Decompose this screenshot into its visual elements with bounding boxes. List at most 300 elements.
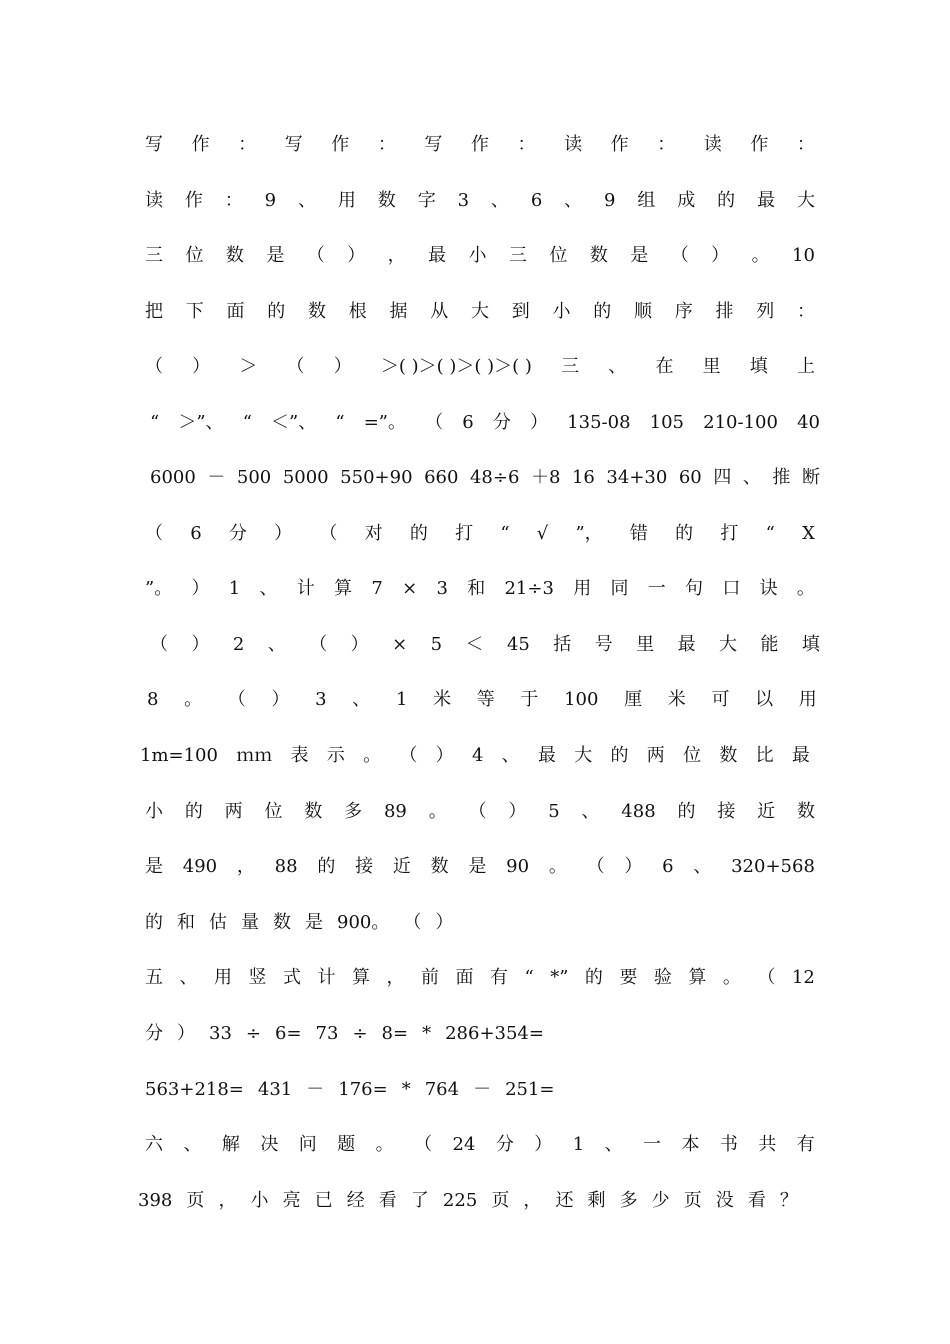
- text-token: 填: [801, 634, 820, 655]
- text-token: 764: [424, 1079, 460, 1100]
- text-token: （: [319, 523, 338, 544]
- text-token: ）: [274, 523, 293, 544]
- text-token: 三: [145, 245, 163, 266]
- text-token: 里: [636, 634, 655, 655]
- text-token: 。: [363, 745, 382, 766]
- text-token: 最: [428, 245, 447, 266]
- text-token: 、: [490, 190, 509, 211]
- text-token: 225: [442, 1190, 478, 1211]
- text-token: 、: [183, 1134, 202, 1155]
- text-token: 的: [717, 190, 736, 211]
- text-token: ）: [435, 912, 454, 933]
- text-token: 。: [751, 245, 770, 266]
- text-line: [145, 572, 815, 606]
- text-token: 是: [266, 245, 285, 266]
- text-token: 数: [796, 801, 815, 822]
- text-token: 、: [298, 190, 317, 211]
- text-token: 100: [564, 689, 599, 710]
- text-token: ，: [218, 1190, 237, 1211]
- text-token: ）: [191, 634, 210, 655]
- text-token: 的: [145, 912, 163, 933]
- text-token: 、: [352, 689, 371, 710]
- text-token: 面: [455, 967, 474, 988]
- text-token: ”，: [575, 523, 603, 544]
- text-token: 12: [791, 967, 815, 988]
- text-token: ）: [347, 245, 366, 266]
- text-token: 等: [476, 689, 495, 710]
- text-token: ：: [377, 134, 396, 155]
- text-token: （: [468, 801, 487, 822]
- text-token: 、: [564, 190, 583, 211]
- text-token: 的: [267, 301, 286, 322]
- text-token: *: [422, 1023, 432, 1044]
- text-token: 、: [604, 1134, 623, 1155]
- text-token: 厘: [624, 689, 643, 710]
- text-token: 最: [791, 745, 810, 766]
- text-token: 经: [346, 1190, 365, 1211]
- text-token: 打: [455, 523, 474, 544]
- text-token: （: [670, 245, 689, 266]
- text-token: 是: [305, 912, 323, 933]
- text-token: 40: [797, 412, 820, 433]
- text-token: 数: [308, 301, 326, 322]
- text-token: －: [306, 1079, 325, 1100]
- text-token: 的: [184, 801, 203, 822]
- text-token: 六: [145, 1134, 163, 1155]
- text-token: 以: [755, 689, 774, 710]
- text-token: ）: [624, 856, 643, 877]
- text-token: 里: [702, 356, 721, 377]
- text-token: 打: [720, 523, 739, 544]
- text-token: 三: [561, 356, 580, 377]
- text-token: 数: [719, 745, 738, 766]
- text-token: （: [309, 634, 328, 655]
- text-token: （: [286, 356, 305, 377]
- text-token: 页: [491, 1190, 510, 1211]
- text-token: “: [765, 523, 775, 544]
- text-token: 验: [653, 967, 672, 988]
- text-token: 决: [260, 1134, 279, 1155]
- text-token: 34+30: [606, 467, 668, 488]
- text-token: 小: [145, 801, 163, 822]
- text-token: ：: [796, 134, 815, 155]
- text-token: 要: [619, 967, 638, 988]
- text-token: 176=: [338, 1079, 388, 1100]
- text-token: 6000: [150, 467, 196, 488]
- text-token: ＞”、: [178, 412, 224, 433]
- text-token: （: [425, 412, 444, 433]
- text-token: ：: [238, 134, 257, 155]
- text-token: 字: [417, 190, 436, 211]
- text-token: ）: [435, 745, 454, 766]
- text-token: 大: [574, 745, 593, 766]
- text-token: 24: [452, 1134, 476, 1155]
- text-token: 表: [290, 745, 309, 766]
- text-token: ）: [508, 801, 527, 822]
- text-token: 示: [326, 745, 345, 766]
- text-token: 3: [436, 578, 448, 599]
- text-token: 105: [649, 412, 685, 433]
- text-token: 计: [317, 967, 336, 988]
- text-token: 亮: [282, 1190, 301, 1211]
- text-token: 500: [236, 467, 272, 488]
- text-token: 到: [511, 301, 530, 322]
- text-token: 大: [796, 190, 815, 211]
- text-token: 面: [226, 301, 245, 322]
- text-token: √: [536, 523, 549, 544]
- text-token: 210-100: [703, 412, 778, 433]
- text-token: 句: [685, 578, 704, 599]
- text-token: “: [242, 412, 252, 433]
- text-token: 、: [179, 967, 198, 988]
- text-token: 位: [549, 245, 568, 266]
- text-token: 算: [688, 967, 707, 988]
- text-token: “: [524, 967, 534, 988]
- text-token: 分: [495, 1134, 514, 1155]
- text-token: 诀: [759, 578, 778, 599]
- text-token: 读: [703, 134, 722, 155]
- text-line: [145, 961, 815, 995]
- text-token: 9: [604, 190, 616, 211]
- text-line: [145, 906, 454, 940]
- text-token: （: [586, 856, 605, 877]
- text-token: ＞: [239, 356, 258, 377]
- text-token: ：: [797, 301, 815, 322]
- text-token: （: [306, 245, 325, 266]
- text-token: 口: [722, 578, 741, 599]
- text-line: [138, 1184, 798, 1218]
- text-token: 三: [508, 245, 527, 266]
- text-token: 从: [430, 301, 449, 322]
- text-token: ，: [523, 1190, 542, 1211]
- text-token: 数: [304, 801, 323, 822]
- text-line: [147, 683, 817, 717]
- text-token: 米: [433, 689, 452, 710]
- text-token: 用: [214, 967, 232, 988]
- text-token: 位: [185, 245, 204, 266]
- text-token: 8: [147, 689, 159, 710]
- text-token: （: [403, 912, 422, 933]
- text-token: ＜”、: [271, 412, 317, 433]
- text-token: 序: [674, 301, 693, 322]
- text-token: 计: [296, 578, 315, 599]
- text-line: [145, 295, 815, 329]
- text-token: 6=: [275, 1023, 302, 1044]
- text-line: [145, 350, 815, 384]
- text-token: 本: [681, 1134, 700, 1155]
- text-token: 分: [145, 1023, 163, 1044]
- text-token: 16: [571, 467, 595, 488]
- text-token: 数: [589, 245, 608, 266]
- text-token: 数: [273, 912, 291, 933]
- text-token: ）: [350, 634, 369, 655]
- text-token: 、: [267, 634, 286, 655]
- text-token: 和: [467, 578, 486, 599]
- text-token: 9: [264, 190, 277, 211]
- text-token: 488: [621, 801, 656, 822]
- text-token: 作: [610, 134, 629, 155]
- text-token: 已: [314, 1190, 333, 1211]
- text-line: [140, 739, 810, 773]
- text-token: ）: [530, 412, 549, 433]
- text-token: 作: [331, 134, 350, 155]
- text-token: ÷: [245, 1023, 261, 1044]
- text-line: [145, 517, 815, 551]
- text-token: （: [145, 356, 163, 377]
- text-token: 45: [506, 634, 530, 655]
- text-token: “: [335, 412, 345, 433]
- text-line: [145, 795, 815, 829]
- text-token: 是: [630, 245, 649, 266]
- text-token: ＋8: [530, 467, 561, 488]
- text-token: 写: [145, 134, 163, 155]
- text-token: 能: [760, 634, 779, 655]
- text-token: 多: [619, 1190, 638, 1211]
- text-token: 在: [655, 356, 674, 377]
- text-token: 73: [315, 1023, 339, 1044]
- text-token: 90: [506, 856, 530, 877]
- text-token: 可: [711, 689, 730, 710]
- text-token: ）: [177, 1023, 195, 1044]
- text-token: 米: [667, 689, 686, 710]
- text-token: 900。: [337, 912, 390, 933]
- text-token: ）: [192, 356, 211, 377]
- text-token: 、: [608, 356, 627, 377]
- text-token: （: [414, 1134, 433, 1155]
- text-token: （: [757, 967, 776, 988]
- text-token: 读: [145, 190, 163, 211]
- text-token: ，: [386, 967, 405, 988]
- text-token: 大: [719, 634, 738, 655]
- text-token: 数: [430, 856, 449, 877]
- text-token: 用: [337, 190, 356, 211]
- text-token: 、: [581, 801, 600, 822]
- text-token: 读: [564, 134, 583, 155]
- text-token: 算: [352, 967, 370, 988]
- text-token: 的: [584, 967, 603, 988]
- text-token: 33: [209, 1023, 232, 1044]
- text-token: 作: [470, 134, 489, 155]
- text-token: 的: [675, 523, 694, 544]
- text-token: 于: [520, 689, 539, 710]
- text-token: ，: [236, 856, 255, 877]
- text-token: 看: [378, 1190, 397, 1211]
- text-token: （: [227, 689, 246, 710]
- text-token: 135-08: [567, 412, 631, 433]
- text-token: 一: [647, 578, 666, 599]
- text-token: 小: [250, 1190, 269, 1211]
- text-token: －: [473, 1079, 492, 1100]
- text-token: 根: [348, 301, 367, 322]
- text-token: 推: [772, 467, 791, 488]
- text-token: 两: [646, 745, 665, 766]
- text-token: 48÷6: [469, 467, 520, 488]
- text-token: ）: [711, 245, 730, 266]
- text-token: 同: [610, 578, 629, 599]
- text-line: [145, 1073, 555, 1107]
- text-token: 接: [355, 856, 374, 877]
- text-token: 6: [530, 190, 543, 211]
- text-token: =”。: [363, 412, 407, 433]
- text-token: 号: [594, 634, 613, 655]
- text-token: 7: [371, 578, 383, 599]
- text-token: 一: [643, 1134, 662, 1155]
- text-token: “: [500, 523, 510, 544]
- text-token: 组: [637, 190, 656, 211]
- text-token: 550+90: [340, 467, 413, 488]
- text-token: ：: [657, 134, 676, 155]
- text-token: 5000: [282, 467, 329, 488]
- text-token: 竖: [248, 967, 267, 988]
- text-token: 2: [232, 634, 245, 655]
- text-token: 解: [221, 1134, 240, 1155]
- text-token: 写: [424, 134, 443, 155]
- text-token: 251=: [505, 1079, 555, 1100]
- text-token: 书: [719, 1134, 738, 1155]
- text-token: ＞( )＞( )＞( )＞( ): [380, 356, 532, 377]
- text-token: 错: [629, 523, 648, 544]
- text-token: ）: [271, 689, 290, 710]
- text-token: （: [399, 745, 418, 766]
- text-token: 看: [747, 1190, 766, 1211]
- text-token: 式: [283, 967, 301, 988]
- text-token: 数: [225, 245, 244, 266]
- text-token: 的: [409, 523, 428, 544]
- text-token: （: [150, 634, 168, 655]
- text-token: 上: [796, 356, 815, 377]
- text-token: 有: [490, 967, 508, 988]
- text-token: 问: [298, 1134, 317, 1155]
- text-token: 的: [317, 856, 336, 877]
- text-token: 有: [796, 1134, 815, 1155]
- text-token: 用: [798, 689, 817, 710]
- text-token: 顺: [634, 301, 652, 322]
- text-token: （: [145, 523, 163, 544]
- text-token: 大: [471, 301, 489, 322]
- text-token: 还: [555, 1190, 574, 1211]
- text-token: 88: [274, 856, 298, 877]
- text-token: 括: [553, 634, 572, 655]
- text-token: 页: [683, 1190, 702, 1211]
- text-token: 398: [138, 1190, 173, 1211]
- text-token: 了: [410, 1190, 429, 1211]
- text-token: 位: [264, 801, 283, 822]
- text-token: 近: [392, 856, 411, 877]
- text-line: [145, 1128, 815, 1162]
- text-token: ）: [534, 1134, 553, 1155]
- text-token: 最: [757, 190, 776, 211]
- text-line: [150, 461, 820, 495]
- text-token: －: [207, 467, 226, 488]
- text-token: 563+218=: [145, 1079, 244, 1100]
- text-token: 5: [430, 634, 443, 655]
- text-token: 下: [185, 301, 204, 322]
- text-token: 剩: [587, 1190, 606, 1211]
- text-token: 3: [315, 689, 327, 710]
- text-token: ：: [517, 134, 536, 155]
- text-token: 最: [537, 745, 556, 766]
- text-token: 量: [241, 912, 259, 933]
- text-token: 10: [792, 245, 815, 266]
- text-line: [150, 406, 820, 440]
- text-token: ｍｍ: [236, 745, 273, 766]
- text-token: 位: [683, 745, 702, 766]
- text-token: 填: [749, 356, 768, 377]
- text-token: 89: [383, 801, 407, 822]
- text-token: 共: [758, 1134, 777, 1155]
- text-token: 的: [593, 301, 612, 322]
- text-token: 作: [184, 190, 203, 211]
- text-token: 前: [421, 967, 439, 988]
- text-token: 431: [257, 1079, 293, 1100]
- text-token: 列: [756, 301, 775, 322]
- text-token: 五: [145, 967, 163, 988]
- text-token: 没: [715, 1190, 734, 1211]
- text-token: 是: [145, 856, 163, 877]
- text-token: 作: [750, 134, 769, 155]
- text-token: ，: [387, 245, 406, 266]
- text-token: 60: [678, 467, 702, 488]
- text-token: 小: [468, 245, 487, 266]
- text-token: 6: [662, 856, 674, 877]
- text-token: 数: [377, 190, 396, 211]
- text-token: 1m=100: [140, 745, 218, 766]
- text-line: [145, 184, 815, 218]
- text-token: ）: [191, 578, 210, 599]
- text-token: 据: [389, 301, 408, 322]
- text-token: ）: [333, 356, 352, 377]
- text-token: 、: [259, 578, 278, 599]
- text-token: ÷: [352, 1023, 368, 1044]
- text-token: 算: [334, 578, 353, 599]
- text-token: 320+568: [731, 856, 815, 877]
- text-line: [150, 628, 820, 662]
- text-token: 页: [186, 1190, 205, 1211]
- text-token: 6: [462, 412, 474, 433]
- text-token: 。: [796, 578, 815, 599]
- text-token: *: [401, 1079, 411, 1100]
- text-token: 对: [364, 523, 383, 544]
- text-token: 成: [677, 190, 696, 211]
- text-token: 8=: [381, 1023, 409, 1044]
- text-token: 、: [501, 745, 520, 766]
- text-line: [145, 850, 815, 884]
- text-token: 1: [572, 1134, 585, 1155]
- text-token: 的: [677, 801, 696, 822]
- text-token: 。: [722, 967, 741, 988]
- text-token: 1: [228, 578, 241, 599]
- text-token: 1: [395, 689, 408, 710]
- text-token: 、: [693, 856, 712, 877]
- text-token: 490: [182, 856, 218, 877]
- text-token: 接: [717, 801, 736, 822]
- text-token: 和: [177, 912, 195, 933]
- text-token: X: [802, 523, 815, 544]
- text-token: 。: [184, 689, 203, 710]
- text-token: 比: [755, 745, 774, 766]
- text-token: 用: [573, 578, 592, 599]
- text-token: 少: [651, 1190, 670, 1211]
- text-token: 写: [284, 134, 303, 155]
- text-token: 近: [757, 801, 776, 822]
- text-token: 。: [375, 1134, 394, 1155]
- text-token: 5: [548, 801, 560, 822]
- text-token: ”。: [145, 578, 173, 599]
- text-token: 断: [801, 467, 820, 488]
- text-token: 是: [468, 856, 487, 877]
- text-token: 四: [713, 467, 732, 488]
- text-token: 的: [610, 745, 629, 766]
